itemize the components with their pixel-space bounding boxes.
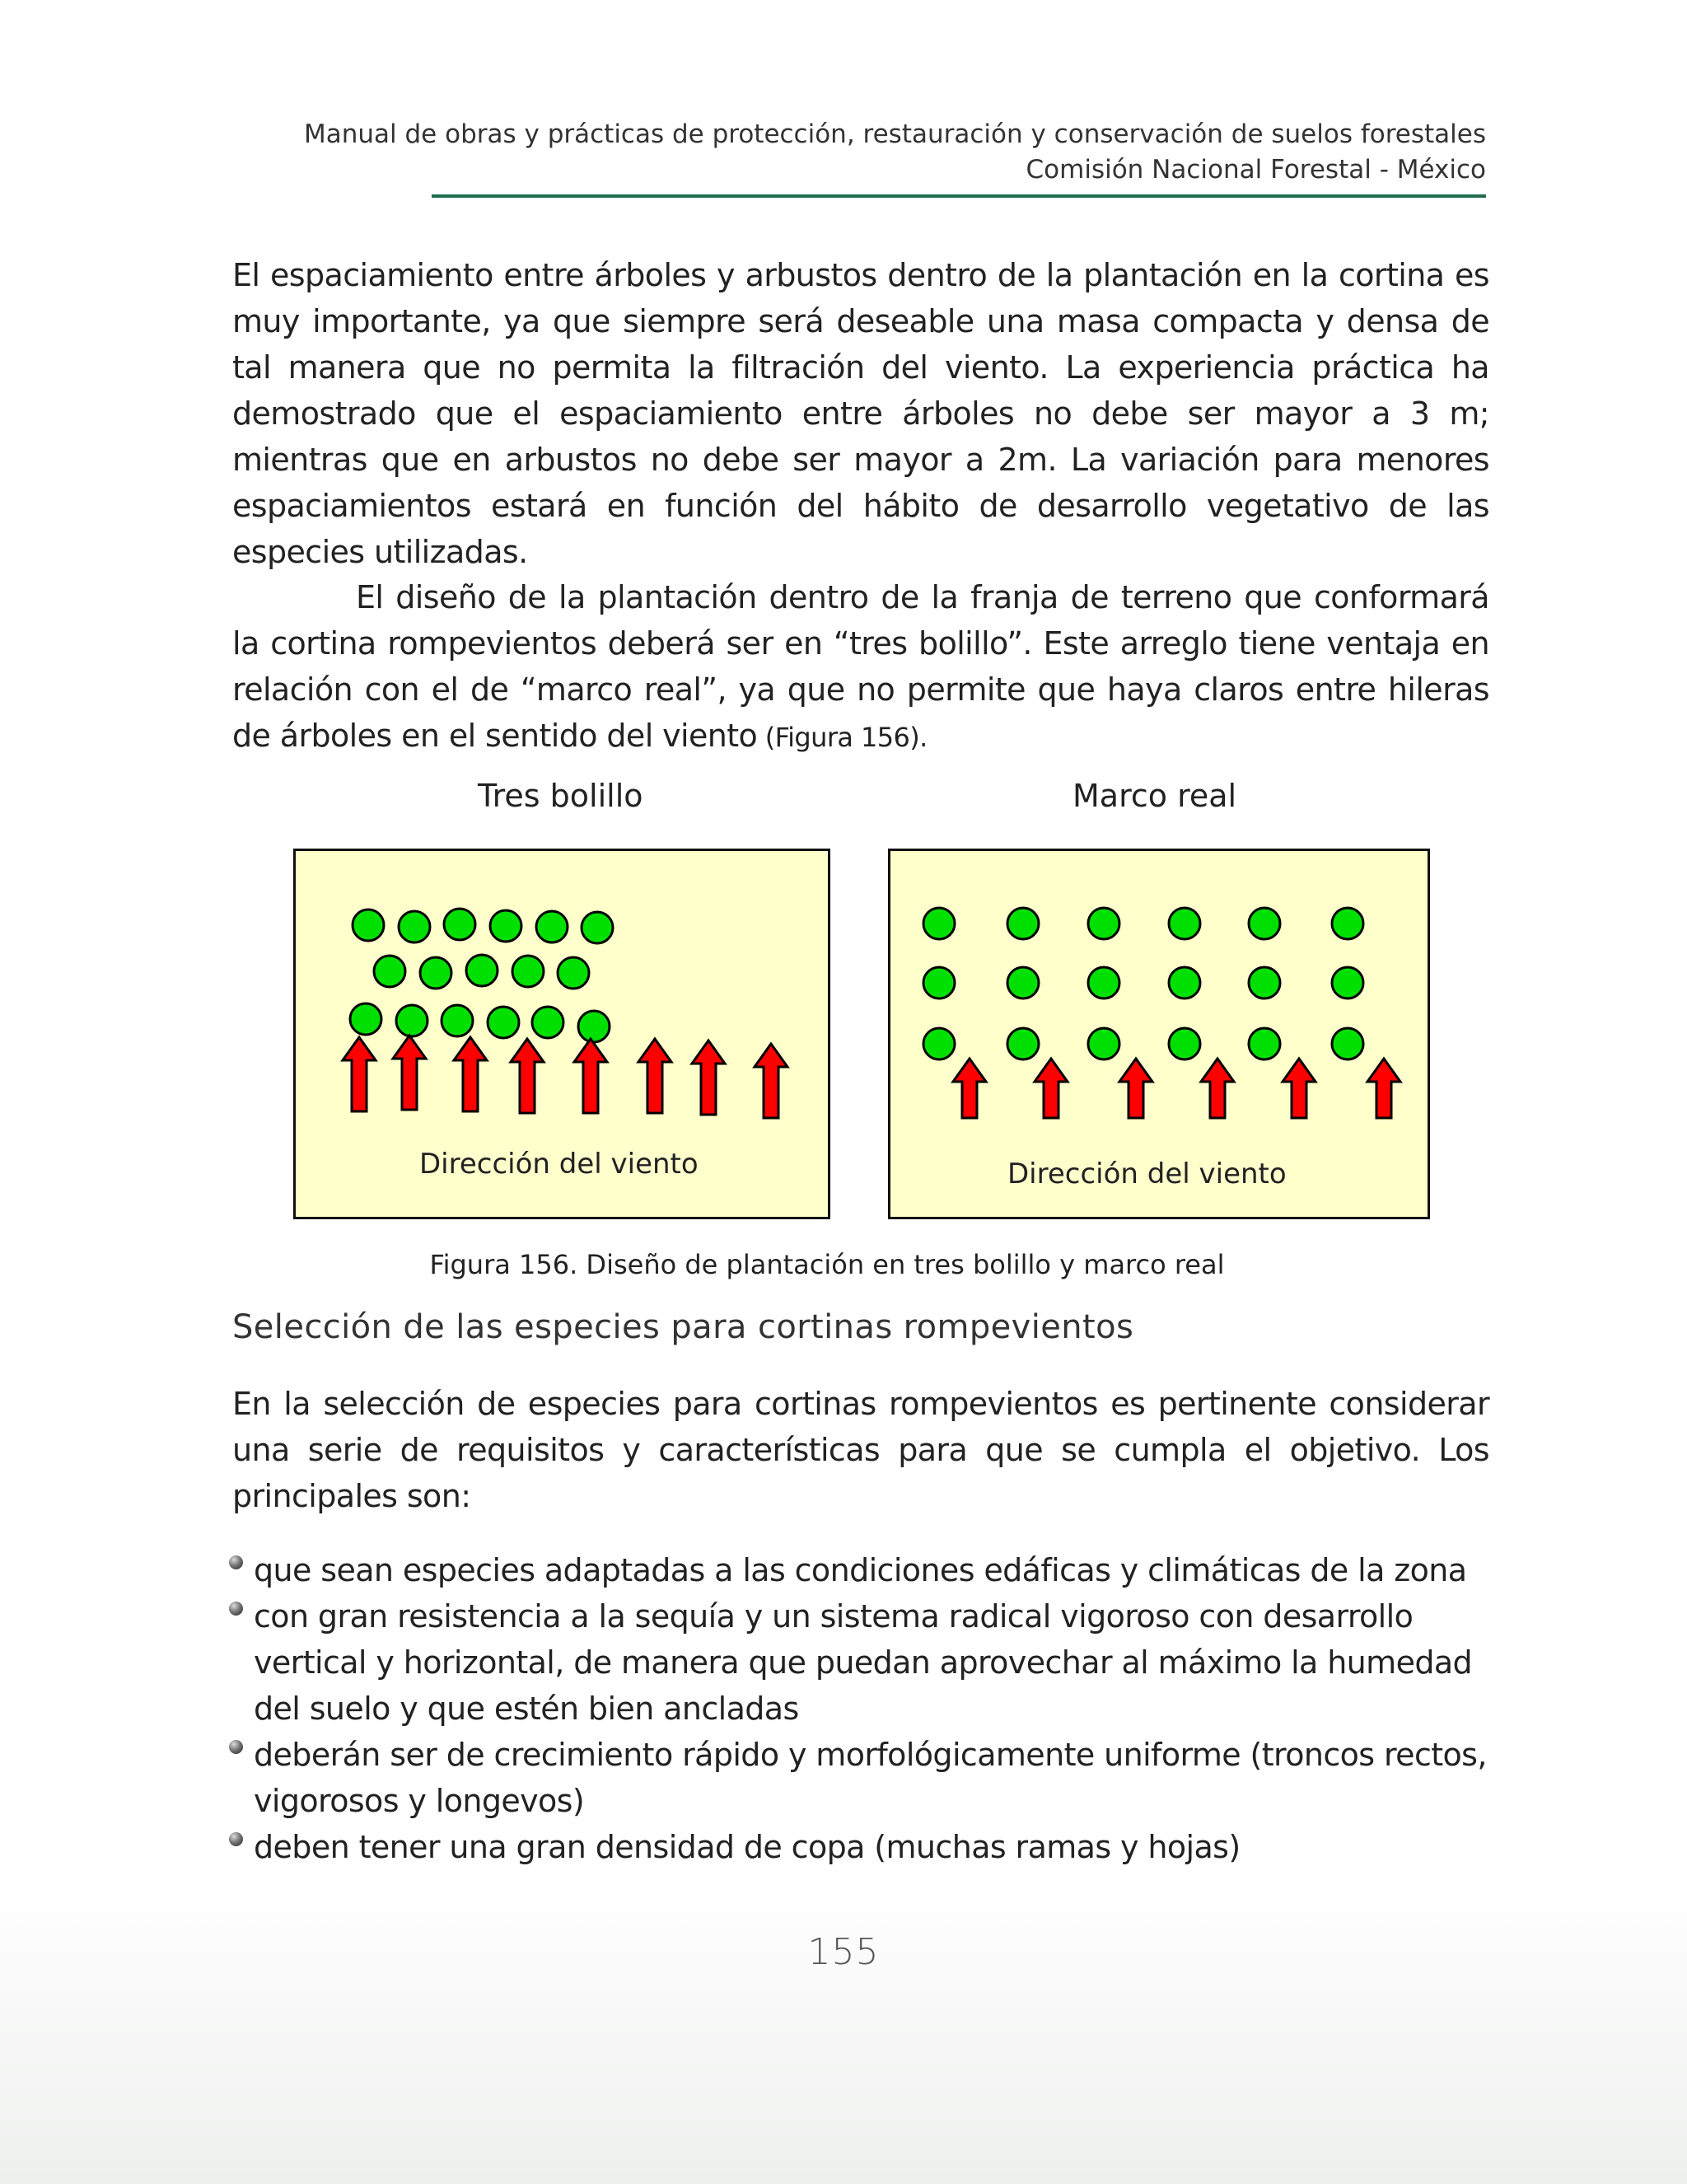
list-item-text: deberán ser de crecimiento rápido y morfológicamente uniforme (troncos rectos, vigorosos y longevos) [254, 1737, 1487, 1819]
tree-icon [350, 1003, 381, 1035]
wind-arrow-icon [638, 1039, 671, 1113]
wind-direction-label: Dirección del viento [419, 1148, 699, 1181]
page-number: 155 [807, 1931, 880, 1973]
tree-icon [1249, 908, 1280, 939]
paragraph-design [232, 574, 1489, 760]
tree-icon [923, 908, 955, 939]
wind-direction-label: Dirección del viento [1007, 1157, 1287, 1190]
wind-arrow-icon [343, 1037, 376, 1111]
tree-icon [582, 912, 613, 943]
tree-icon [512, 956, 544, 987]
wind-arrow-icon [1119, 1059, 1152, 1118]
bullet-icon [229, 1602, 243, 1616]
tree-icon [536, 911, 568, 942]
tree-icon [558, 957, 589, 989]
list-item [229, 1824, 1489, 1870]
tree-icon [578, 1011, 610, 1042]
tree-icon [374, 956, 405, 987]
tree-icon [1007, 967, 1039, 998]
tree-icon [420, 957, 451, 989]
figure-caption [0, 1249, 1687, 1280]
tree-icon [1249, 967, 1280, 998]
list-item [229, 1547, 1489, 1593]
header-institution: Comisión Nacional Forestal - México [1026, 155, 1486, 185]
wind-arrow-icon [1283, 1059, 1315, 1118]
paragraph-design-text: El diseño de la plantación dentro de la franja de terreno que conformará la cortina rompevientos deberá ser en “tres bolillo”. Este arreglo tiene ventaja en relación con el de “marco real”, ya que no permite que haya claros entre hileras de árboles en el sentido del viento [232, 579, 1489, 754]
tree-icon [1169, 967, 1200, 998]
bullet-icon [229, 1555, 243, 1569]
tree-icon [923, 967, 955, 998]
wind-arrow-icon [1201, 1059, 1234, 1118]
tree-icon [1088, 908, 1119, 939]
tree-icon [923, 1028, 955, 1059]
tree-icon [488, 1007, 519, 1038]
wind-arrow-icon [953, 1059, 986, 1118]
wind-arrow-icon [1367, 1059, 1400, 1118]
list-item-text: con gran resistencia a la sequía y un sistema radical vigoroso con desarrollo vertical y horizontal, de manera que puedan aprovechar al máximo la humedad del suelo y que estén bien ancladas [254, 1598, 1473, 1727]
figure-title-tres-bolillo: Tres bolillo [478, 778, 643, 814]
running-header [201, 117, 1486, 188]
tres-bolillo-diagram [293, 849, 830, 1219]
tree-icon [1332, 967, 1363, 998]
marco-real-diagram [888, 849, 1430, 1219]
wind-arrow-icon [1035, 1059, 1068, 1118]
tree-icon [1007, 908, 1039, 939]
paragraph-spacing: El espaciamiento entre árboles y arbustos dentro de la plantación en la cortina es muy importante, ya que siempre será deseable una masa compacta y densa de tal manera que no permita la filtración del viento. La experiencia práctica ha demostrado que el espaciamiento entre árboles no debe ser mayor a 3 m; mientras que en arbustos no debe ser mayor a 2m. La variación para menores espaciamientos estará en función del hábito de desarrollo vegetativo de las especies utilizadas. [232, 257, 1489, 570]
tree-icon [1332, 908, 1363, 939]
list-item [229, 1732, 1489, 1824]
tree-icon [490, 910, 521, 942]
tree-icon [1169, 908, 1200, 939]
tree-icon [1169, 1028, 1200, 1059]
list-item-text: que sean especies adaptadas a las condiciones edáficas y climáticas de la zona [254, 1552, 1467, 1588]
tree-icon [353, 910, 384, 941]
requirements-list [229, 1547, 1489, 1870]
tree-icon [1088, 967, 1119, 998]
wind-arrow-icon [511, 1039, 544, 1113]
header-rule [432, 194, 1486, 198]
tree-icon [1088, 1028, 1119, 1059]
figure-reference: (Figura 156). [757, 722, 928, 753]
list-item [229, 1593, 1489, 1732]
tree-icon [442, 1005, 473, 1036]
tree-icon [1249, 1028, 1280, 1059]
section-heading: Selección de las especies para cortinas rompevientos [232, 1308, 1134, 1346]
tree-icon [532, 1007, 563, 1038]
figure-title-marco-real: Marco real [1072, 778, 1237, 814]
paragraph-selection: En la selección de especies para cortinas rompevientos es pertinente considerar una serie de requisitos y características para que se cumpla el objetivo. Los principales son: [232, 1386, 1489, 1514]
wind-arrow-icon [393, 1036, 426, 1110]
tree-icon [466, 955, 498, 986]
bullet-icon [229, 1740, 243, 1754]
tree-icon [1332, 1028, 1363, 1059]
figure-caption-text: Figura 156. Diseño de plantación en tres bolillo y marco real [429, 1249, 1225, 1280]
tree-icon [399, 911, 430, 942]
wind-arrow-icon [755, 1044, 787, 1118]
tree-icon [396, 1005, 428, 1036]
wind-arrow-icon [454, 1037, 487, 1111]
tree-icon [1007, 1028, 1039, 1059]
list-item-text: deben tener una gran densidad de copa (muchas ramas y hojas) [254, 1829, 1241, 1865]
tree-icon [444, 909, 475, 940]
bullet-icon [229, 1832, 243, 1846]
wind-arrow-icon [692, 1041, 725, 1115]
wind-arrow-icon [574, 1039, 607, 1113]
header-title: Manual de obras y prácticas de protección, restauración y conservación de suelos forestales [304, 119, 1486, 149]
